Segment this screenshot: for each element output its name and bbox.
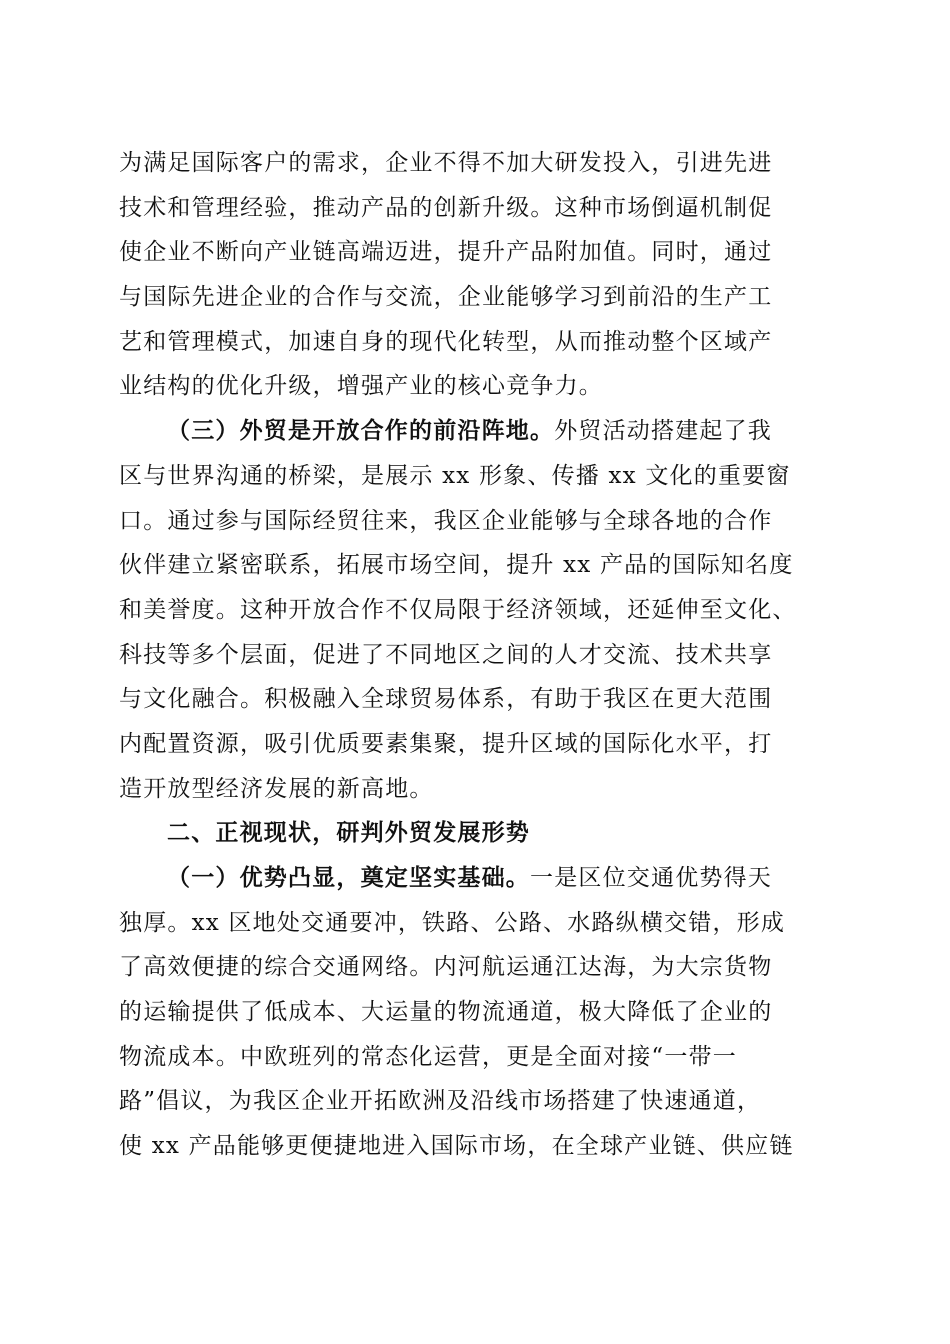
- paragraph-2: [119, 409, 831, 811]
- text-line: 与文化融合。积极融入全球贸易体系，有助于我区在更大范围: [119, 686, 773, 713]
- text-line: 和美誉度。这种开放合作不仅局限于经济领域，还延伸至文化、: [119, 596, 797, 623]
- text-run: 外贸活动搭建起了我: [554, 418, 773, 445]
- text-line: 科技等多个层面，促进了不同地区之间的人才交流、技术共享: [119, 641, 773, 668]
- text-line: 为满足国际客户的需求，企业不得不加大研发投入，引进先进: [119, 150, 773, 176]
- text-line: 独厚。xx 区地处交通要冲，铁路、公路、水路纵横交错，形成: [119, 909, 786, 936]
- document-body: [119, 141, 831, 1169]
- text-line: 与国际先进企业的合作与交流，企业能够学习到前沿的生产工: [119, 284, 773, 311]
- text-line: 的运输提供了低成本、大运量的物流通道，极大降低了企业的: [119, 999, 773, 1026]
- text-run: 一是区位交通优势得天: [530, 865, 772, 891]
- text-line: 业结构的优化升级，增强产业的核心竞争力。: [119, 373, 603, 400]
- paragraph-heading: （三）外贸是开放合作的前沿阵地。: [167, 418, 555, 445]
- text-line: 技术和管理经验，推动产品的创新升级。这种市场倒逼机制促: [119, 194, 773, 221]
- text-line: 造开放型经济发展的新高地。: [119, 775, 434, 802]
- text-line: 路”倡议，为我区企业开拓欧洲及沿线市场搭建了快速通道，: [119, 1088, 762, 1115]
- text-line: 使 xx 产品能够更便捷地进入国际市场，在全球产业链、供应链: [119, 1133, 794, 1160]
- paragraph-heading: （一）优势凸显，奠定坚实基础。: [167, 865, 530, 891]
- text-line: [119, 409, 831, 454]
- text-line: 伙伴建立紧密联系，拓展市场空间，提升 xx 产品的国际知名度: [119, 552, 794, 579]
- text-line: 了高效便捷的综合交通网络。内河航运通江达海，为大宗货物: [119, 954, 773, 981]
- text-line: 口。通过参与国际经贸往来，我区企业能够与全球各地的合作: [119, 507, 773, 534]
- paragraph-1: [119, 141, 831, 409]
- text-line: 物流成本。中欧班列的常态化运营，更是全面对接“一带一: [119, 1043, 737, 1070]
- text-line: [119, 856, 831, 901]
- text-line: 艺和管理模式，加速自身的现代化转型，从而推动整个区域产: [119, 328, 773, 355]
- text-line: 内配置资源，吸引优质要素集聚，提升区域的国际化水平，打: [119, 730, 773, 757]
- section-heading: 二、正视现状，研判外贸发展形势: [167, 820, 530, 847]
- paragraph-3: [119, 856, 831, 1169]
- text-line: 使企业不断向产业链高端迈进，提升产品附加值。同时，通过: [119, 239, 773, 266]
- text-line: 区与世界沟通的桥梁，是展示 xx 形象、传播 xx 文化的重要窗: [119, 462, 791, 489]
